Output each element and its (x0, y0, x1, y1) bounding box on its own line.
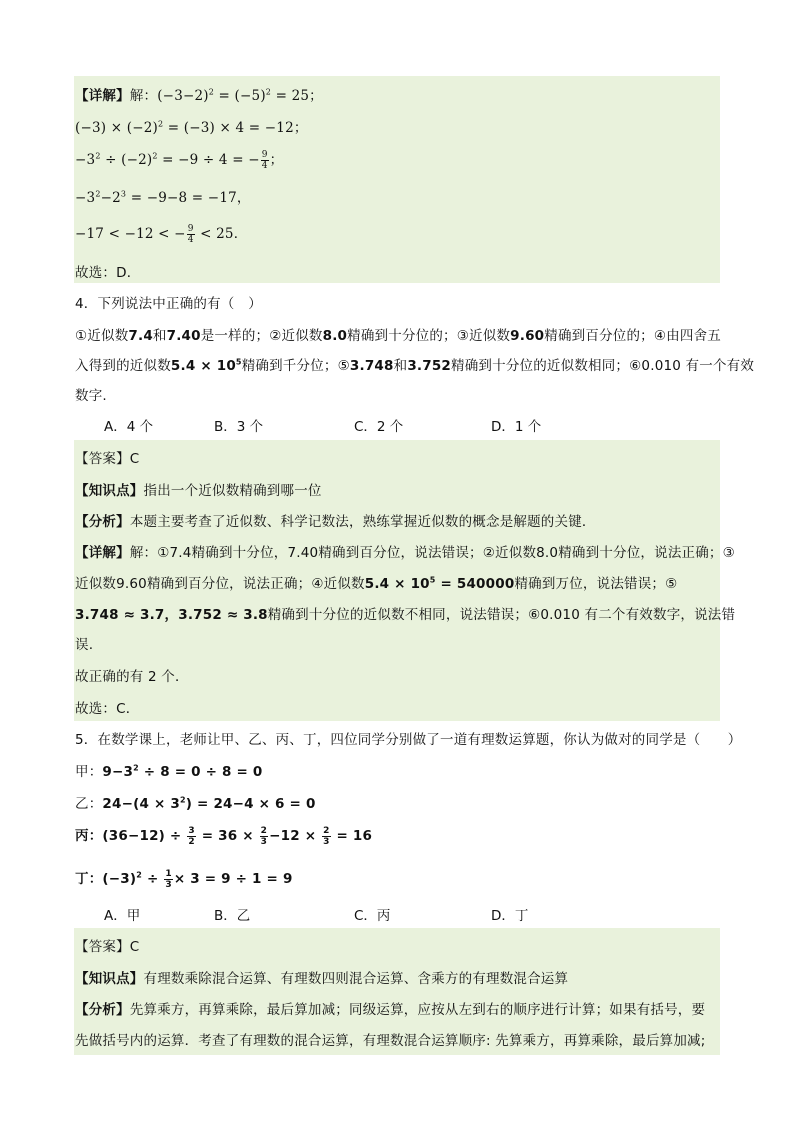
q5-analysis-line-1: 【分析】先算乘方，再算乘除，最后算加减；同级运算，应按从左到右的顺序进行计算；如果有括号，要 (75, 1002, 706, 1018)
detail-tag: 【详解】 (75, 88, 130, 104)
q3-detail-line-4: $-3^2-2^3 = -9-8 = -17$， (75, 189, 251, 206)
q4-statement-line-3: 数字. (75, 388, 107, 404)
fraction: $\frac{1}{3}$ (165, 868, 172, 890)
q5-knowledge-point: 【知识点】有理数乘除混合运算、有理数四则混合运算、含乘方的有理数混合运算 (75, 971, 569, 987)
q3-detail-line-2: $(-3) \times (-2)^2 = (-3) \times 4 = -12$； (75, 119, 308, 136)
q3-detail-line-1 (75, 84, 323, 104)
q5-option-d: D．丁 (491, 908, 529, 924)
math-expr: $(-3-2)^2 = (-5)^2 = 25$； (157, 87, 323, 104)
q4-option-a: A．4 个 (104, 419, 154, 435)
q3-detail-line-5: −17 < −12 < − $\frac{9}{4}$ < 25． (75, 224, 248, 245)
q5-option-b: B．乙 (214, 908, 251, 924)
q3-detail-block (74, 76, 720, 283)
q5-jia: 甲：$9-3^2 \div 8 = 0 \div 8 = 0$ (75, 763, 263, 780)
q3-choose-line: 故选：D． (75, 265, 141, 281)
q5-option-a: A．甲 (104, 908, 141, 924)
fraction: $\frac{3}{2}$ (188, 825, 195, 847)
q4-choose-line: 故选：C． (75, 701, 140, 717)
text: 解： (129, 88, 158, 104)
q5-bing: 丙：(36−12) ÷ $\frac{3}{2}$ = 36 × $\frac{2}{3}$ −12 × $\frac{2}{3}$ = 16 (75, 825, 373, 847)
q5-ding: 丁：$(-3)^2$ ÷ $\frac{1}{3}$ × 3 = 9 ÷ 1 = 9 (75, 868, 293, 890)
q4-answer: 【答案】C (75, 451, 140, 467)
q5-analysis-line-2: 先做括号内的运算．考查了有理数的混合运算，有理数混合运算顺序: 先算乘方，再算乘除，最后算加减; (75, 1033, 706, 1049)
fraction: $\frac{9}{4}$ (187, 224, 194, 245)
q5-option-c: C．丙 (354, 908, 391, 924)
q5-stem: 5．在数学课上，老师让甲、乙、丙、丁，四位同学分别做了一道有理数运算题，你认为做对的同学是（ ） (75, 732, 742, 748)
q4-detail-line-4: 误. (75, 637, 94, 653)
q5-yi: 乙：$24-(4 \times 3^2) = 24-4 \times 6 = 0$ (75, 795, 316, 812)
q4-statement-line-1: ①近似数7.4和7.40是一样的；②近似数8.0精确到十分位的；③近似数9.60精确到百分位的；④由四舍五 (75, 328, 721, 344)
q4-stem: 4．下列说法中正确的有（ ） (75, 296, 262, 312)
fraction: $\frac{2}{3}$ (260, 825, 268, 847)
q5-answer: 【答案】C (75, 939, 140, 955)
q4-option-d: D．1 个 (491, 419, 542, 435)
q4-knowledge-point: 【知识点】指出一个近似数精确到哪一位 (75, 483, 322, 499)
fraction: $\frac{2}{3}$ (323, 825, 330, 847)
q4-detail-line-2: 近似数9.60精确到百分位，说法正确；④近似数$5.4 \times 10^5 = 540000$精确到万位，说法错误；⑤ (75, 575, 678, 592)
q4-detail-line-3: 3.748 ≈ 3.7，3.752 ≈ 3.8精确到十分位的近似数不相同，说法错误；⑥0.010 有二个有效数字，说法错 (75, 607, 736, 623)
fraction: $\frac{9}{4}$ (261, 150, 268, 171)
q4-option-b: B．3 个 (214, 419, 264, 435)
q4-analysis: 【分析】本题主要考查了近似数、科学记数法，熟练掌握近似数的概念是解题的关键． (75, 514, 596, 530)
q4-detail-line-5: 故正确的有 2 个． (75, 669, 189, 685)
q4-statement-line-2: 入得到的近似数$5.4 \times 10^5$精确到千分位；⑤3.748和3.752精确到十分位的近似数相同；⑥0.010 有一个有效 (75, 357, 755, 374)
q4-detail-line-1: 【详解】解：①7.4精确到十分位，7.40精确到百分位，说法错误；②近似数8.0精确到十分位，说法正确；③ (75, 545, 735, 561)
q4-option-c: C．2 个 (354, 419, 404, 435)
q3-detail-line-3: $-3^2 \div (-2)^2 = -9 \div 4$ = − $\frac{9}{4}$ ； (75, 150, 284, 171)
